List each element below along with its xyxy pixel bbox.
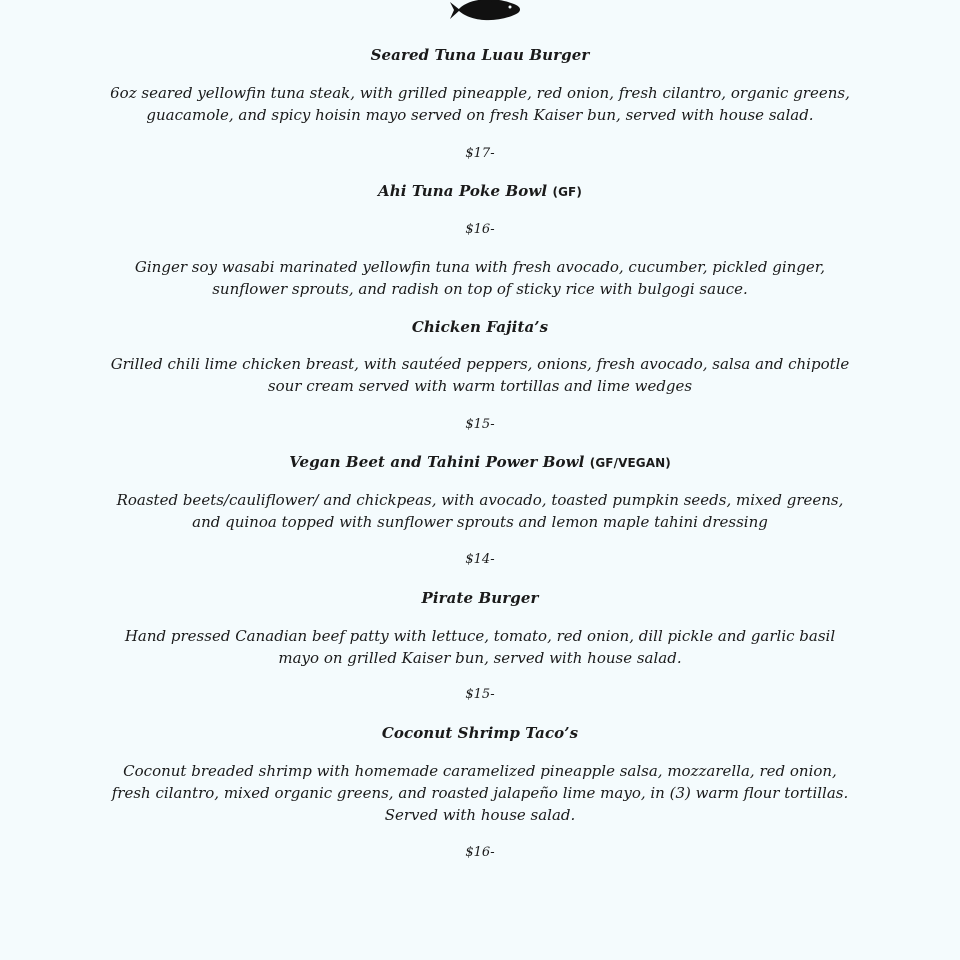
menu-item-description: sunflower sprouts, and radish on top of sticky rice with bulgogi sauce. [212,280,748,298]
menu-item-description: Hand pressed Canadian beef patty with lettuce, tomato, red onion, dill pickle and garlic basil [124,627,836,645]
menu-item-description: and quinoa topped with sunflower sprouts and lemon maple tahini dressing [192,513,768,531]
menu-item-price: $17- [465,146,495,161]
menu-item-title: Pirate Burger [421,589,539,607]
menu-item-description: Grilled chili lime chicken breast, with sautéed peppers, onions, fresh avocado, salsa and chipotle [110,355,850,373]
menu-item-title: Ahi Tuna Poke Bowl (GF) [378,182,582,200]
menu-item-title: Coconut Shrimp Taco’s [381,724,579,742]
menu-item-description: Roasted beets/cauliflower/ and chickpeas, with avocado, toasted pumpkin seeds, mixed greens, [116,491,844,509]
menu-item-description: sour cream served with warm tortillas and lime wedges [267,377,693,395]
menu-item-price: $16- [465,845,495,860]
dietary-tag: (GF) [552,185,582,199]
menu-item-description: Coconut breaded shrimp with homemade caramelized pineapple salsa, mozzarella, red onion, [123,762,837,780]
menu-item-title: Chicken Fajita’s [411,318,549,336]
menu-item-price: $16- [465,222,495,237]
menu-item-description: 6oz seared yellowfin tuna steak, with grilled pineapple, red onion, fresh cilantro, organic greens, [110,84,850,102]
menu-item-price: $15- [465,687,495,702]
menu-item-description: fresh cilantro, mixed organic greens, and roasted jalapeño lime mayo, in (3) warm flour tortillas. [111,784,849,802]
dietary-tag: (GF/VEGAN) [589,456,671,470]
menu-item-description: guacamole, and spicy hoisin mayo served on fresh Kaiser bun, served with house salad. [146,106,814,124]
menu-item-price: $14- [465,552,495,567]
menu-item-description: mayo on grilled Kaiser bun, served with house salad. [278,649,682,667]
menu-item-price: $15- [465,417,495,432]
fish-icon [444,0,524,26]
menu-item-description: Ginger soy wasabi marinated yellowfin tuna with fresh avocado, cucumber, pickled ginger, [134,258,826,276]
menu-item-description: Served with house salad. [384,806,576,824]
menu-item-title: Seared Tuna Luau Burger [370,46,590,64]
menu-item-title: Vegan Beet and Tahini Power Bowl (GF/VEGAN) [289,453,671,471]
